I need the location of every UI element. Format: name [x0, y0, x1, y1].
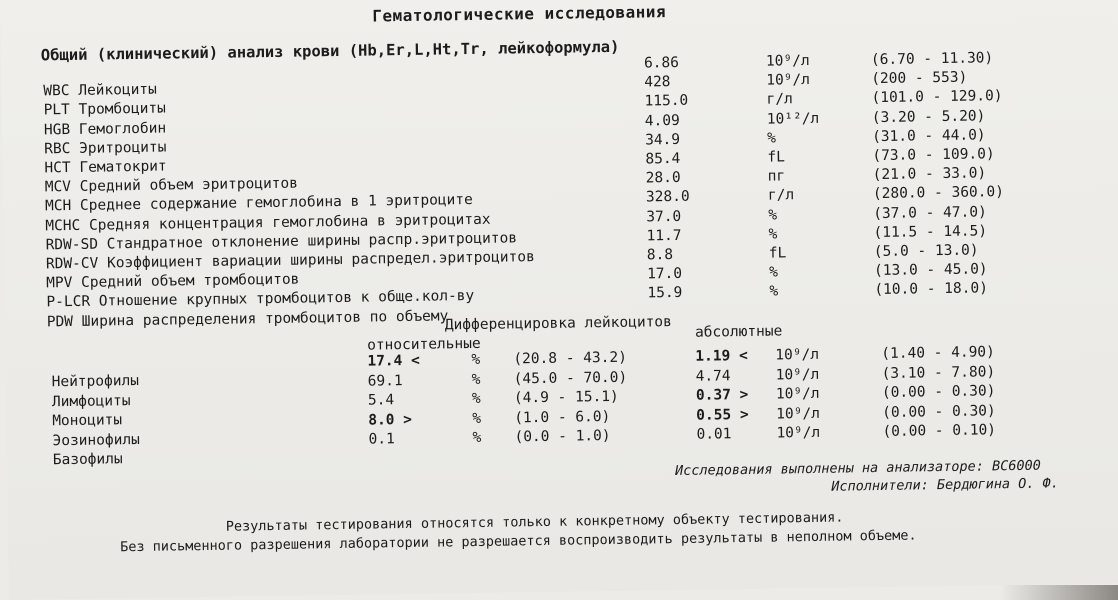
result-name: RBC Эритроциты — [44, 139, 167, 158]
diff-abs-value: 0.01 — [696, 426, 732, 443]
result-name: MCH Среднее содержание гемоглобина в 1 эритроците — [44, 192, 473, 215]
diff-abs-heading: абсолютные — [694, 323, 783, 341]
result-range: (73.0 - 109.0) — [872, 146, 995, 165]
result-unit: % — [769, 264, 778, 281]
diff-rel-unit: % — [471, 390, 481, 408]
result-name: MCHC Средняя концентрация гемоглобина в эритроцитах — [45, 211, 491, 234]
result-value: 17.0 — [647, 266, 683, 283]
result-range: (5.0 - 13.0) — [873, 242, 979, 261]
result-value: 11.7 — [646, 227, 682, 245]
result-range: (37.0 - 47.0) — [873, 203, 987, 222]
diff-abs-unit: 10⁹/л — [775, 366, 820, 384]
result-range: (101.0 - 129.0) — [871, 88, 1003, 107]
result-name: MPV Средний объем тромбоцитов — [46, 271, 300, 292]
diff-cell-label: Базофилы — [52, 451, 123, 469]
result-unit: % — [769, 283, 779, 301]
diff-abs-unit: 10⁹/л — [775, 385, 820, 403]
photo-shadow — [1000, 585, 1118, 600]
diff-rel-value: 0.1 — [368, 431, 395, 448]
diff-rel-unit: % — [471, 371, 481, 388]
diff-abs-unit: 10⁹/л — [776, 405, 820, 423]
result-value: 328.0 — [645, 189, 690, 206]
result-name: PDW Ширина распределения тромбоцитов по объему — [46, 307, 449, 330]
diff-abs-range: (0.00 - 0.10) — [882, 422, 997, 440]
diff-cell-label: Моноциты — [52, 412, 123, 430]
result-range: (3.20 - 5.20) — [871, 107, 986, 126]
report-title: Гематологические исследования — [372, 2, 667, 26]
diff-abs-value: 1.19 < — [695, 347, 748, 365]
diff-rel-range: (0.0 - 1.0) — [514, 427, 611, 446]
performers-note: Исполнители: Бердюгина О. Ф. — [831, 475, 1059, 495]
diff-rel-range: (4.9 - 15.1) — [513, 388, 619, 407]
diff-abs-range: (0.00 - 0.30) — [881, 383, 996, 401]
result-unit: % — [768, 207, 778, 224]
diff-abs-unit: 10⁹/л — [776, 424, 821, 442]
diff-rel-value: 69.1 — [367, 372, 403, 390]
result-value: 8.8 — [646, 247, 674, 264]
diff-heading: Дифференцировка лейкоцитов — [444, 314, 672, 334]
diff-rel-unit: % — [472, 429, 482, 447]
result-range: (13.0 - 45.0) — [874, 261, 988, 280]
result-name: RDW-CV Коэффициент вариации ширины распредел.эритроцитов — [45, 249, 535, 273]
result-value: 4.09 — [644, 112, 680, 130]
result-value: 37.0 — [646, 208, 682, 226]
result-range: (11.5 - 14.5) — [873, 223, 988, 241]
result-unit: 10¹²/л — [766, 110, 820, 128]
result-unit: fL — [768, 245, 787, 262]
diff-rel-heading: относительные — [367, 335, 481, 354]
result-name: WBC Лейкоциты — [43, 81, 157, 100]
diff-rel-value: 5.4 — [367, 392, 395, 409]
diff-cell-label: Нейтрофилы — [51, 372, 140, 391]
result-unit: г/л — [766, 91, 793, 109]
footer-disclaimer-1: Результаты тестирования относятся только к конкретному объекту тестирования. — [225, 509, 844, 535]
diff-rel-value: 17.4 < — [367, 352, 420, 370]
result-unit: 10⁹/л — [766, 72, 811, 89]
diff-rel-range: (1.0 - 6.0) — [514, 408, 611, 426]
diff-abs-value: 0.55 > — [696, 406, 749, 424]
result-name: MCV Средний объем эритроцитов — [44, 175, 299, 196]
result-unit: fL — [767, 149, 786, 166]
result-unit: 10⁹/л — [765, 52, 810, 70]
diff-abs-unit: 10⁹/л — [775, 346, 820, 364]
footer-disclaimer-2: Без письменного разрешения лаборатории не разрешается воспроизводить результаты в неполном объеме. — [120, 527, 917, 556]
result-value: 34.9 — [645, 131, 681, 149]
result-range: (200 - 553) — [871, 69, 968, 88]
result-range: (280.0 - 360.0) — [872, 184, 1005, 203]
result-name: PLT Тромбоциты — [43, 100, 166, 119]
result-value: 115.0 — [644, 93, 689, 110]
result-range: (21.0 - 33.0) — [872, 165, 987, 184]
diff-rel-range: (45.0 - 70.0) — [513, 369, 628, 387]
diff-rel-unit: % — [471, 351, 481, 369]
diff-abs-value: 4.74 — [695, 367, 731, 385]
result-name: HCT Гематокрит — [44, 158, 167, 177]
result-value: 85.4 — [645, 150, 681, 168]
report-subtitle: Общий (клинический) анализ крови (Hb,Er,L,Ht,Tr, лейкоформула) — [40, 37, 620, 65]
result-unit: пг — [767, 168, 786, 185]
diff-abs-value: 0.37 > — [695, 386, 749, 404]
result-unit: г/л — [767, 187, 795, 205]
diff-abs-range: (1.40 - 4.90) — [881, 344, 995, 362]
diff-abs-range: (3.10 - 7.80) — [881, 363, 996, 382]
result-range: (31.0 - 44.0) — [872, 127, 986, 145]
diff-rel-value: 8.0 > — [368, 411, 413, 429]
diff-cell-label: Эозинофилы — [52, 431, 140, 449]
result-value: 6.86 — [643, 54, 680, 72]
result-value: 428 — [644, 74, 671, 91]
result-name: RDW-SD Стандратное отклонение ширины распр.эритроцитов — [45, 230, 518, 254]
result-range: (10.0 - 18.0) — [874, 280, 989, 299]
diff-rel-range: (20.8 - 43.2) — [513, 349, 627, 368]
diff-cell-label: Лимфоциты — [51, 392, 131, 410]
diff-rel-unit: % — [472, 410, 482, 427]
result-unit: % — [767, 130, 776, 147]
result-name: P-LCR Отношение крупных тромбоцитов к обще.кол-ву — [46, 288, 475, 311]
result-name: HGB Гемоглобин — [43, 120, 167, 138]
result-range: (6.70 - 11.30) — [870, 50, 994, 69]
diff-abs-range: (0.00 - 0.30) — [882, 402, 996, 421]
result-value: 15.9 — [647, 285, 683, 302]
analyzer-note: Исследования выполнены на анализаторе: BC6000 — [674, 457, 1041, 480]
result-value: 28.0 — [645, 170, 681, 187]
result-unit: % — [768, 226, 778, 243]
